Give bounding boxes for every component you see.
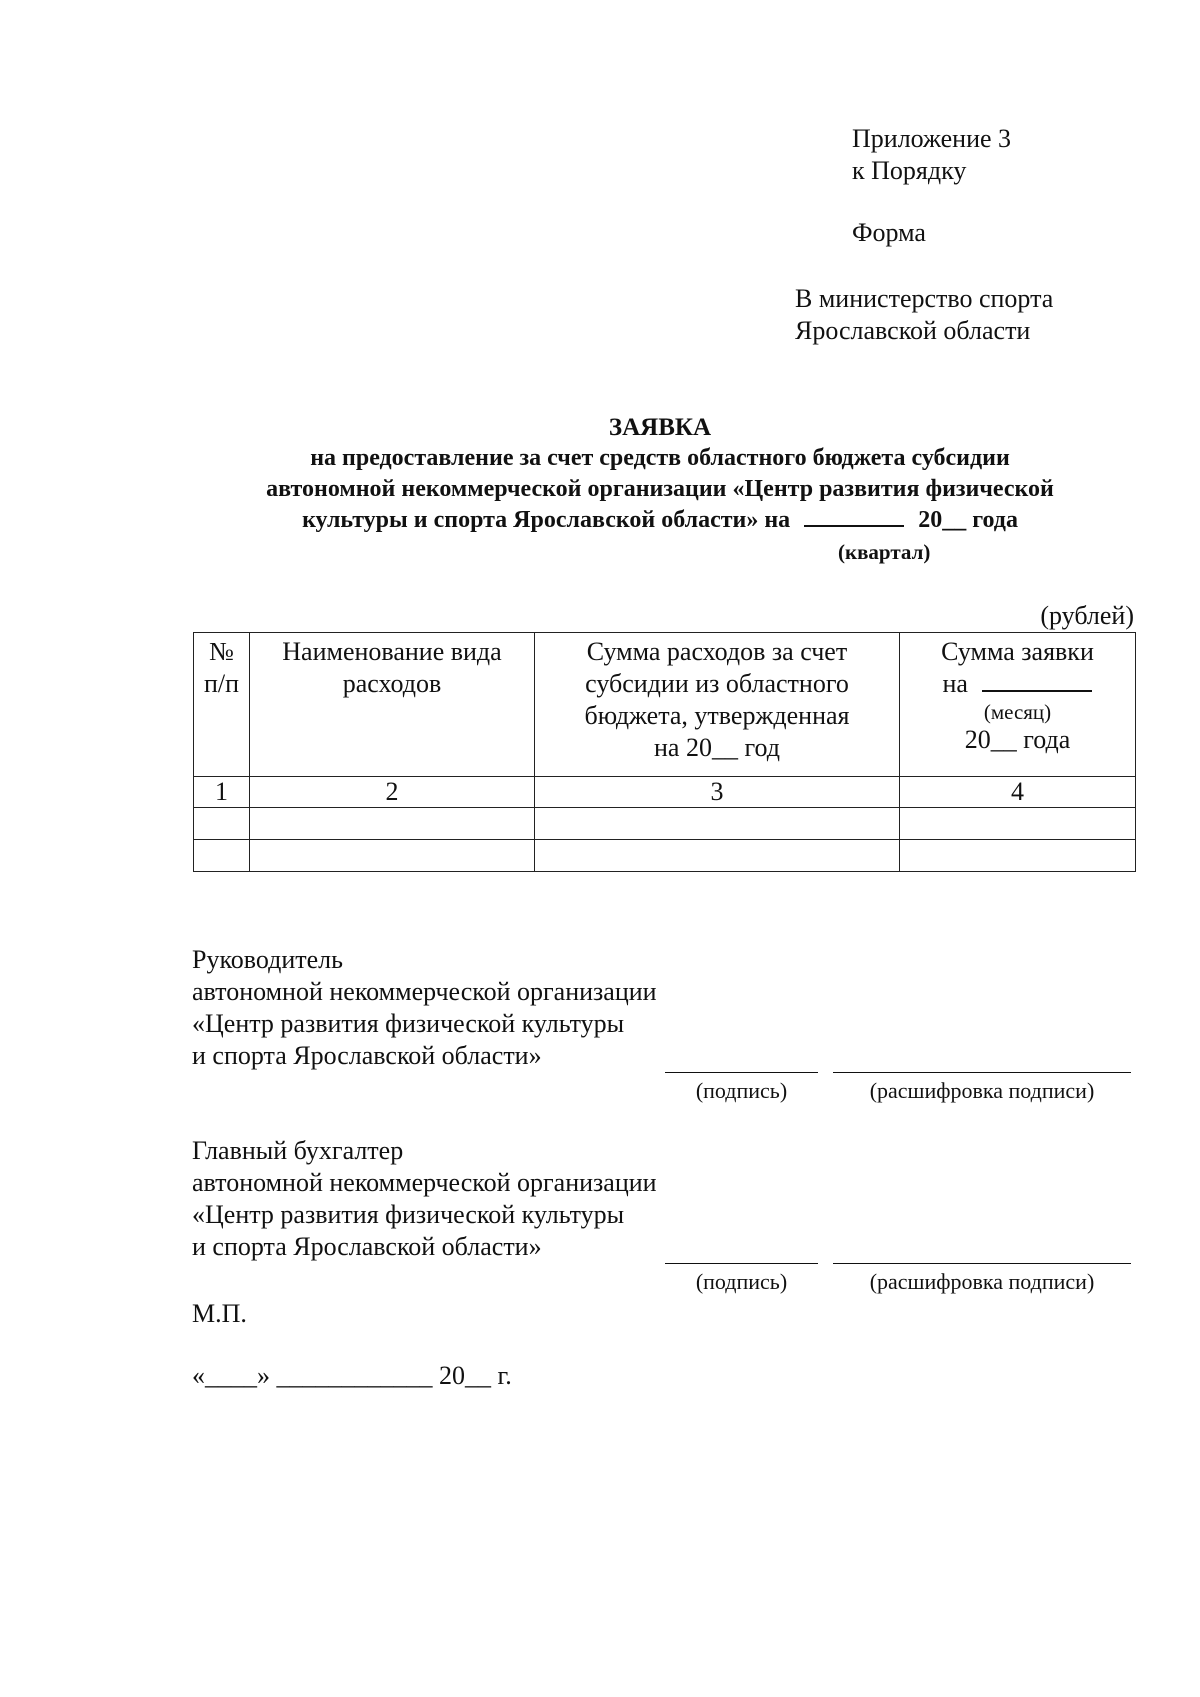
header-num-line-2: п/п — [203, 669, 240, 698]
header-name-line-2: расходов — [342, 669, 442, 698]
appendix-header — [852, 123, 1011, 249]
table-row — [194, 840, 1136, 872]
director-signature-block — [192, 944, 657, 1072]
table-cell[interactable] — [250, 840, 535, 872]
title-line-3-start: культуры и спорта Ярославской области» на — [302, 507, 791, 533]
director-decode-caption: (расшифровка подписи) — [869, 1078, 1095, 1103]
header-approved-line-4: на 20__ год — [654, 733, 780, 762]
title-line-3 — [150, 505, 1170, 536]
accountant-sign-caption: (подпись) — [695, 1269, 788, 1294]
director-signature-line[interactable] — [665, 1072, 818, 1073]
quarter-caption: (квартал) — [838, 540, 931, 564]
column-number-3: 3 — [535, 777, 900, 808]
appendix-order: к Порядку — [852, 156, 967, 185]
accountant-org-line-2: «Центр развития физической культуры — [192, 1200, 625, 1229]
title-line-3-year: 20__ года — [918, 507, 1018, 533]
header-expense-name — [250, 633, 535, 777]
table-cell[interactable] — [535, 808, 900, 840]
stamp-placeholder: М.П. — [192, 1299, 247, 1328]
month-blank[interactable] — [982, 668, 1092, 692]
appendix-number: Приложение 3 — [852, 124, 1012, 153]
director-sign-caption: (подпись) — [695, 1078, 788, 1103]
column-number-1: 1 — [194, 777, 250, 808]
accountant-org-line-3: и спорта Ярославской области» — [192, 1232, 542, 1261]
director-org-line-3: и спорта Ярославской области» — [192, 1041, 542, 1070]
form-label: Форма — [852, 218, 926, 247]
title-line-2: автономной некоммерческой организации «Центр развития физической — [266, 476, 1054, 502]
accountant-decode-caption: (расшифровка подписи) — [869, 1269, 1095, 1294]
document-title — [150, 412, 1170, 564]
table-cell[interactable] — [535, 840, 900, 872]
header-num — [194, 633, 250, 777]
table-cell[interactable] — [194, 808, 250, 840]
accountant-signature-line[interactable] — [665, 1263, 818, 1264]
recipient-line-2: Ярославской области — [795, 316, 1031, 345]
accountant-org-line-1: автономной некоммерческой организации — [192, 1168, 657, 1197]
header-sum-approved — [535, 633, 900, 777]
title-line-1: на предоставление за счет средств областного бюджета субсидии — [310, 445, 1010, 471]
header-sum-request — [900, 633, 1136, 777]
table-cell[interactable] — [194, 840, 250, 872]
header-request-line-3: 20__ года — [964, 725, 1071, 754]
header-name-line-1: Наименование вида — [282, 637, 502, 666]
accountant-decode-line[interactable] — [833, 1263, 1131, 1264]
title-heading: ЗАЯВКА — [608, 414, 712, 441]
expenses-table — [193, 632, 1136, 872]
header-num-line-1: № — [209, 637, 234, 666]
header-request-on: на — [942, 669, 968, 698]
director-org-line-1: автономной некоммерческой организации — [192, 977, 657, 1006]
director-title: Руководитель — [192, 945, 343, 974]
column-number-2: 2 — [250, 777, 535, 808]
month-caption: (месяц) — [983, 700, 1052, 724]
recipient-block — [795, 283, 1053, 347]
units-label: (рублей) — [1040, 601, 1134, 630]
director-org-line-2: «Центр развития физической культуры — [192, 1009, 625, 1038]
table-cell[interactable] — [250, 808, 535, 840]
header-request-line-1: Сумма заявки — [941, 637, 1094, 666]
column-number-4: 4 — [900, 777, 1136, 808]
table-header-row — [194, 633, 1136, 777]
header-approved-line-1: Сумма расходов за счет — [586, 637, 848, 666]
director-decode-line[interactable] — [833, 1072, 1131, 1073]
table-row — [194, 777, 1136, 808]
quarter-blank[interactable] — [804, 505, 904, 527]
table-cell[interactable] — [900, 840, 1136, 872]
table-row — [194, 808, 1136, 840]
recipient-line-1: В министерство спорта — [795, 284, 1054, 313]
accountant-signature-block — [192, 1135, 657, 1263]
header-approved-line-2: субсидии из областного — [585, 669, 849, 698]
date-line[interactable]: «____» ____________ 20__ г. — [192, 1361, 512, 1390]
table-cell[interactable] — [900, 808, 1136, 840]
header-approved-line-3: бюджета, утвержденная — [584, 701, 850, 730]
header-request-line-2 — [904, 668, 1131, 700]
accountant-title: Главный бухгалтер — [192, 1136, 404, 1165]
